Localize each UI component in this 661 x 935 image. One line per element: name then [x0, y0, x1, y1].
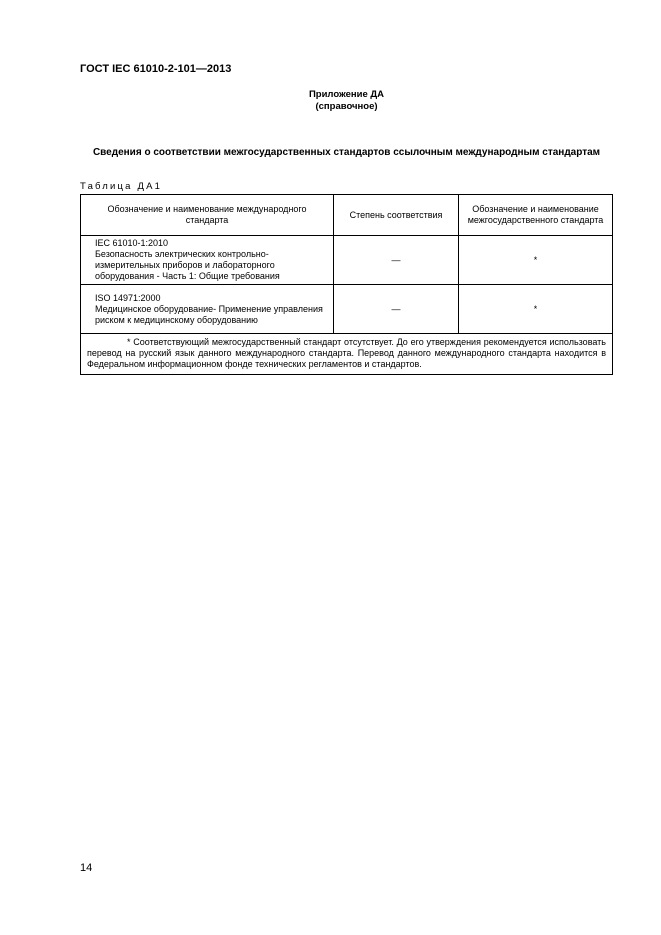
- international-standard-cell: [81, 285, 334, 334]
- header-degree: Степень соответствия: [334, 195, 459, 236]
- header-international-standard: Обозначение и наименование международного стандарта: [81, 195, 334, 236]
- table-note-row: [81, 334, 613, 375]
- annex-title: Приложение ДА: [308, 89, 385, 100]
- standards-table: [80, 194, 613, 375]
- table-label: Таблица ДА1: [80, 181, 163, 192]
- document-code: ГОСТ IEC 61010-2-101—2013: [80, 63, 232, 75]
- standard-code: ISO 14971:2000: [95, 292, 161, 303]
- standard-name: Медицинское оборудование- Применение управления риском к медицинскому оборудованию: [95, 303, 323, 325]
- interstate-standard-cell: *: [459, 285, 613, 334]
- table-row: [81, 236, 613, 285]
- page-number: 14: [80, 862, 93, 874]
- degree-cell: —: [334, 285, 459, 334]
- standard-code: IEC 61010-1:2010: [95, 238, 169, 248]
- annex-subtitle: (справочное): [315, 101, 378, 112]
- table-footnote: * Соответствующий межгосударственный стандарт отсутствует. До его утверждения рекомендуется использовать перевод на русский язык данного международного стандарта. Перевод данного международного стандарта находится в Федеральном информационном фонде технических регламентов и стандартов.: [81, 334, 613, 375]
- annex-heading: [0, 89, 661, 113]
- header-interstate-standard: Обозначение и наименование межгосударственного стандарта: [459, 195, 613, 236]
- table-header-row: [81, 195, 613, 236]
- international-standard-cell: [81, 236, 334, 285]
- degree-cell: —: [334, 236, 459, 285]
- section-title: Сведения о соответствии межгосударственных стандартов ссылочным международным стандартам: [92, 147, 601, 158]
- interstate-standard-cell: *: [459, 236, 613, 285]
- table-row: [81, 285, 613, 334]
- standard-name: Безопасность электрических контрольно-измерительных приборов и лабораторного оборудования - Часть 1: Общие требования: [95, 249, 280, 281]
